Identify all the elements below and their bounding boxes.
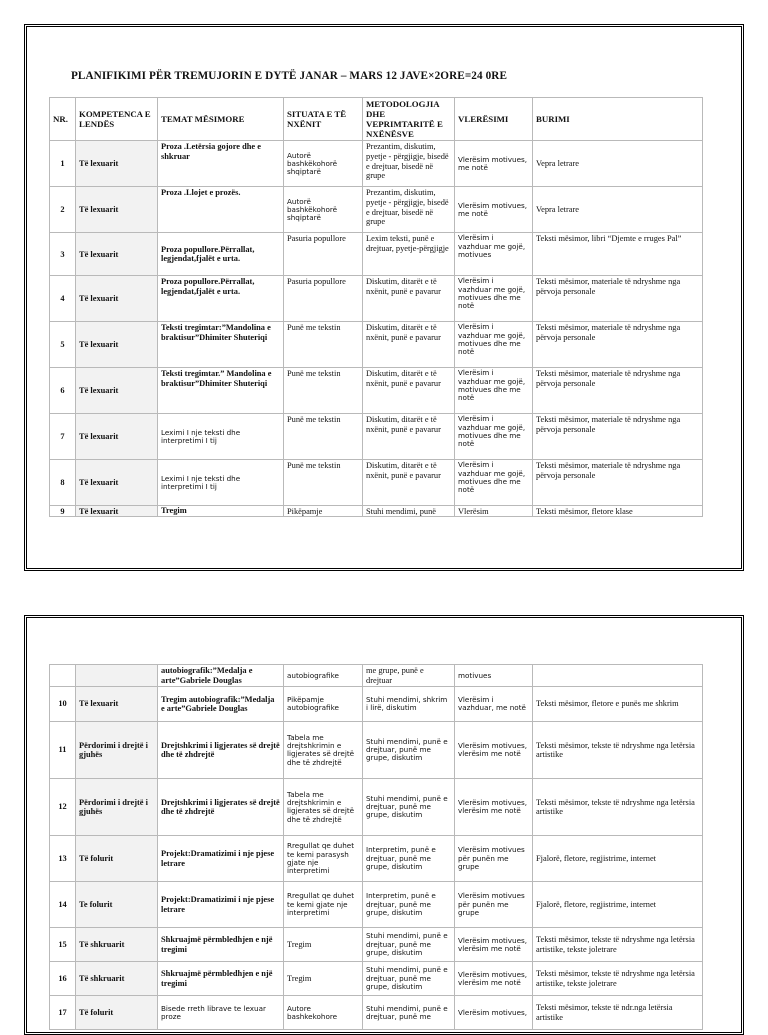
row-situation: Autore bashkekohore <box>284 996 363 1030</box>
document-page-2 <box>24 615 744 1035</box>
table-row <box>50 687 703 722</box>
row-competence: Të lexuarit <box>76 233 158 276</box>
row-situation: Pikëpamje <box>284 506 363 517</box>
row-source: Vepra letrare <box>533 187 703 233</box>
row-situation: Tabela me drejtshkrimin e ligjerates së drejtë dhe të zhdrejtë <box>284 779 363 836</box>
row-source: Teksti mësimor, tekste të ndr.nga letërsia artistike <box>533 996 703 1030</box>
row-topic: Projekt:Dramatizimi i nje pjese letrare <box>158 836 284 882</box>
table-row <box>50 779 703 836</box>
row-evaluation: Vlerësim i vazhduar me gojë, motivues dhe me notë <box>455 368 533 414</box>
row-number: 16 <box>50 962 76 996</box>
row-competence: Të lexuarit <box>76 460 158 506</box>
table-row <box>50 233 703 276</box>
row-topic: Proza popullore.Përrallat, legjendat,fjalët e urta. <box>158 233 284 276</box>
row-competence: Të lexuarit <box>76 368 158 414</box>
row-methodology: Diskutim, ditarët e të nxënit, punë e pavarur <box>363 460 455 506</box>
row-evaluation: Vlerësim motivues, vlerësim me notë <box>455 779 533 836</box>
row-evaluation: Vlerësim i vazhduar me gojë, motivues dhe me notë <box>455 460 533 506</box>
row-situation: Pasuria popullore <box>284 276 363 322</box>
row-methodology: Lexim teksti, punë e drejtuar, pyetje-përgjigje <box>363 233 455 276</box>
row-source: Vepra letrare <box>533 141 703 187</box>
row-methodology: Stuhi mendimi, punë e drejtuar, punë me grupe, diskutim <box>363 779 455 836</box>
row-methodology: Diskutim, ditarët e të nxënit, punë e pavarur <box>363 322 455 368</box>
row-situation: Tregim <box>284 928 363 962</box>
row-situation: Autorë bashkëkohorë shqiptarë <box>284 187 363 233</box>
row-number: 17 <box>50 996 76 1030</box>
row-number: 11 <box>50 722 76 779</box>
row-methodology: Interpretim, punë e drejtuar, punë me grupe, diskutim <box>363 836 455 882</box>
header-source: BURIMI <box>533 98 703 141</box>
row-evaluation: Vlerësim motivues, vlerësim me notë <box>455 962 533 996</box>
row-source: Teksti mësimor, tekste të ndryshme nga letërsia artistike <box>533 722 703 779</box>
row-competence: Te folurit <box>76 882 158 928</box>
row-source: Teksti mësimor, tekste të ndryshme nga letërsia artistike <box>533 779 703 836</box>
row-evaluation: Vlerësim i vazhduar, me notë <box>455 687 533 722</box>
row-competence: Të shkruarit <box>76 962 158 996</box>
row-evaluation: motivues <box>455 665 533 687</box>
table-row <box>50 928 703 962</box>
table-row <box>50 506 703 517</box>
table-row <box>50 414 703 460</box>
row-topic: Bisede rreth librave te lexuar proze <box>158 996 284 1030</box>
row-source: Teksti mësimor, tekste të ndryshme nga letërsia artistike, tekste joletrare <box>533 962 703 996</box>
row-methodology: me grupe, punë e drejtuar <box>363 665 455 687</box>
row-competence: Të folurit <box>76 836 158 882</box>
table-row <box>50 836 703 882</box>
header-topics: TEMAT MËSIMORE <box>158 98 284 141</box>
row-situation: Punë me tekstin <box>284 322 363 368</box>
row-number: 6 <box>50 368 76 414</box>
row-evaluation: Vlerësim motivues, vlerësim me notë <box>455 722 533 779</box>
row-methodology: Stuhi mendimi, shkrim i lirë, diskutim <box>363 687 455 722</box>
row-situation: Autorë bashkëkohorë shqiptarë <box>284 141 363 187</box>
row-topic: Drejtshkrimi i ligjerates së drejtë dhe të zhdrejtë <box>158 722 284 779</box>
row-number: 10 <box>50 687 76 722</box>
table-row <box>50 722 703 779</box>
row-competence: Të lexuarit <box>76 141 158 187</box>
row-topic: Projekt:Dramatizimi i nje pjese letrare <box>158 882 284 928</box>
row-competence: Të lexuarit <box>76 276 158 322</box>
row-number: 3 <box>50 233 76 276</box>
row-situation: Punë me tekstin <box>284 368 363 414</box>
row-situation: Tregim <box>284 962 363 996</box>
row-topic: Leximi I nje teksti dhe interpretimi I tij <box>158 460 284 506</box>
row-evaluation: Vlerësim motivues, me notë <box>455 187 533 233</box>
row-topic: Proza .Llojet e prozës. <box>158 187 284 233</box>
row-topic: autobiografik:”Medalja e arte”Gabriele Douglas <box>158 665 284 687</box>
row-number: 1 <box>50 141 76 187</box>
row-source: Teksti mësimor, materiale të ndryshme nga përvoja personale <box>533 460 703 506</box>
table-row <box>50 460 703 506</box>
row-source: Teksti mësimor, materiale të ndryshme nga përvoja personale <box>533 276 703 322</box>
row-competence: Të folurit <box>76 996 158 1030</box>
row-methodology: Prezantim, diskutim, pyetje - përgjigje, bisedë e drejtuar, bisedë në grupe <box>363 141 455 187</box>
table-header-row <box>50 98 703 141</box>
row-competence: Të lexuarit <box>76 506 158 517</box>
row-source: Teksti mësimor, fletore e punës me shkrim <box>533 687 703 722</box>
table-row <box>50 368 703 414</box>
row-methodology: Stuhi mendimi, punë e drejtuar, punë me grupe, diskutim <box>363 962 455 996</box>
row-topic: Shkruajmë përmbledhjen e një tregimi <box>158 928 284 962</box>
row-evaluation: Vlerësim i vazhduar me gojë, motivues dhe me notë <box>455 414 533 460</box>
row-number: 14 <box>50 882 76 928</box>
table-row <box>50 996 703 1030</box>
table-row <box>50 187 703 233</box>
row-number: 2 <box>50 187 76 233</box>
row-number: 12 <box>50 779 76 836</box>
row-competence: Të lexuarit <box>76 187 158 233</box>
row-number: 15 <box>50 928 76 962</box>
row-methodology: Prezantim, diskutim, pyetje - përgjigje, bisedë e drejtuar, bisedë në grupe <box>363 187 455 233</box>
plan-table-page-2 <box>49 664 703 1030</box>
row-topic: Teksti tregimtar:”Mandolina e braktisur”Dhimiter Shuteriqi <box>158 322 284 368</box>
row-competence: Përdorimi i drejtë i gjuhës <box>76 779 158 836</box>
row-topic: Tregim autobiografik:”Medalja e arte”Gabriele Douglas <box>158 687 284 722</box>
table-row <box>50 141 703 187</box>
row-competence: Të shkruarit <box>76 928 158 962</box>
row-source: Fjalorë, fletore, regjistrime, internet <box>533 836 703 882</box>
row-methodology: Diskutim, ditarët e të nxënit, punë e pavarur <box>363 414 455 460</box>
row-competence: Të lexuarit <box>76 322 158 368</box>
row-competence: Të lexuarit <box>76 414 158 460</box>
row-methodology: Diskutim, ditarët e të nxënit, punë e pavarur <box>363 276 455 322</box>
row-topic: Leximi I nje teksti dhe interpretimi I tij <box>158 414 284 460</box>
row-source: Teksti mësimor, materiale të ndryshme nga përvoja personale <box>533 322 703 368</box>
header-evaluation: VLERËSIMI <box>455 98 533 141</box>
row-evaluation: Vlerësim motivues për punën me grupe <box>455 836 533 882</box>
row-source: Teksti mësimor, fletore klase <box>533 506 703 517</box>
row-methodology: Interpretim, punë e drejtuar, punë me grupe, diskutim <box>363 882 455 928</box>
document-title: PLANIFIKIMI PËR TREMUJORIN E DYTË JANAR – MARS 12 JAVE×2ORE=24 0RE <box>71 70 508 82</box>
plan-table-page-1 <box>49 97 703 517</box>
row-evaluation: Vlerësim motivues, <box>455 996 533 1030</box>
row-number: 13 <box>50 836 76 882</box>
row-evaluation: Vlerësim i vazhduar me gojë, motivues dhe me notë <box>455 276 533 322</box>
row-methodology: Stuhi mendimi, punë e drejtuar, punë me grupe, diskutim <box>363 928 455 962</box>
row-evaluation: Vlerësim motivues, vlerësim me notë <box>455 928 533 962</box>
row-number: 9 <box>50 506 76 517</box>
row-methodology: Diskutim, ditarët e të nxënit, punë e pavarur <box>363 368 455 414</box>
row-number: 8 <box>50 460 76 506</box>
row-evaluation: Vlerësim i vazhduar me gojë, motivues <box>455 233 533 276</box>
row-topic: Teksti tregimtar.” Mandolina e braktisur”Dhimiter Shuteriqi <box>158 368 284 414</box>
row-evaluation: Vlerësim <box>455 506 533 517</box>
row-situation: Pikëpamje autobiografike <box>284 687 363 722</box>
row-source: Fjalorë, fletore, regjistrime, internet <box>533 882 703 928</box>
row-competence: Përdorimi i drejtë i gjuhës <box>76 722 158 779</box>
row-situation: Pasuria popullore <box>284 233 363 276</box>
row-topic: Proza popullore.Përrallat, legjendat,fjalët e urta. <box>158 276 284 322</box>
header-nr: NR. <box>50 98 76 141</box>
table-row <box>50 882 703 928</box>
header-methodology: METODOLOGJIA DHE VEPRIMTARITË E NXËNËSVE <box>363 98 455 141</box>
table-row <box>50 322 703 368</box>
row-topic: Proza .Letërsia gojore dhe e shkruar <box>158 141 284 187</box>
row-situation: Punë me tekstin <box>284 460 363 506</box>
table-row <box>50 962 703 996</box>
row-situation: autobiografike <box>284 665 363 687</box>
row-number <box>50 665 76 687</box>
row-situation: Punë me tekstin <box>284 414 363 460</box>
row-methodology: Stuhi mendimi, punë e drejtuar, punë me grupe, diskutim <box>363 722 455 779</box>
row-evaluation: Vlerësim motivues, me notë <box>455 141 533 187</box>
row-methodology: Stuhi mendimi, punë e drejtuar, punë me <box>363 996 455 1030</box>
row-methodology: Stuhi mendimi, punë <box>363 506 455 517</box>
document-page-1 <box>24 24 744 571</box>
row-situation: Tabela me drejtshkrimin e ligjerates së drejtë dhe të zhdrejtë <box>284 722 363 779</box>
row-source <box>533 665 703 687</box>
row-situation: Rregullat qe duhet te kemi parasysh gjate nje interpretimi <box>284 836 363 882</box>
row-situation: Rregullat qe duhet te kemi gjate nje interpretimi <box>284 882 363 928</box>
table-row <box>50 276 703 322</box>
row-source: Teksti mësimor, libri “Djemte e rruges Pal” <box>533 233 703 276</box>
row-competence <box>76 665 158 687</box>
row-number: 7 <box>50 414 76 460</box>
row-competence: Të lexuarit <box>76 687 158 722</box>
row-topic: Shkruajmë përmbledhjen e një tregimi <box>158 962 284 996</box>
table-row-continued <box>50 665 703 687</box>
row-topic: Tregim <box>158 506 284 517</box>
header-situation: SITUATA E TË NXËNIT <box>284 98 363 141</box>
row-topic: Drejtshkrimi i ligjerates së drejtë dhe të zhdrejtë <box>158 779 284 836</box>
row-evaluation: Vlerësim i vazhduar me gojë, motivues dhe me notë <box>455 322 533 368</box>
header-competence: KOMPETENCA E LENDËS <box>76 98 158 141</box>
row-source: Teksti mësimor, materiale të ndryshme nga përvoja personale <box>533 414 703 460</box>
row-source: Teksti mësimor, tekste të ndryshme nga letërsia artistike, tekste joletrare <box>533 928 703 962</box>
row-number: 5 <box>50 322 76 368</box>
row-number: 4 <box>50 276 76 322</box>
row-source: Teksti mësimor, materiale të ndryshme nga përvoja personale <box>533 368 703 414</box>
row-evaluation: Vlerësim motivues për punën me grupe <box>455 882 533 928</box>
